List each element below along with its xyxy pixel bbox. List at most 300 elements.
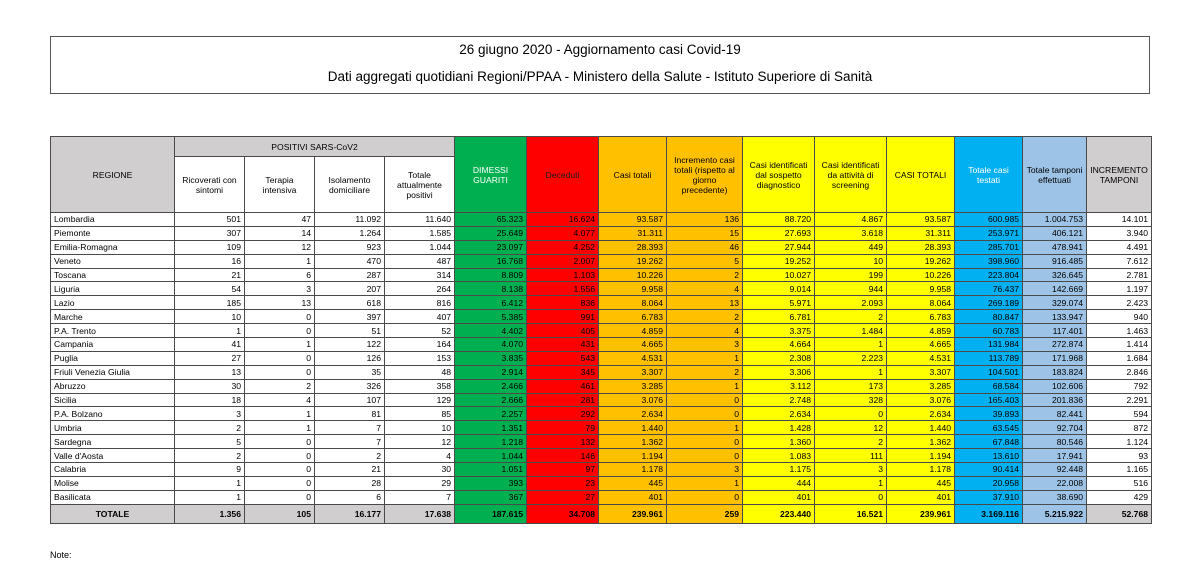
cell-casi-totali: 3.307 (599, 365, 667, 379)
cell-ricoverati: 1 (175, 324, 245, 338)
cell-incremento-tamponi: 3.940 (1087, 226, 1152, 240)
cell-casi-totali-caps: 4.665 (887, 338, 955, 352)
cell-tamponi: 201.836 (1023, 393, 1087, 407)
cell-isolamento: 126 (315, 351, 385, 365)
cell-isolamento: 923 (315, 240, 385, 254)
header-ricoverati: Ricoverati con sintomi (175, 157, 245, 213)
cell-casi-totali: 1.362 (599, 435, 667, 449)
cell-incremento-tamponi: 1.124 (1087, 435, 1152, 449)
cell-casi-totali-caps: 1.194 (887, 449, 955, 463)
cell-tamponi: 1.004.753 (1023, 213, 1087, 227)
table-row (51, 282, 1152, 296)
table-row (51, 463, 1152, 477)
cell-incremento-casi: 3 (667, 463, 743, 477)
cell-incremento-tamponi: 1.684 (1087, 351, 1152, 365)
cell-incremento-tamponi: 516 (1087, 476, 1152, 490)
cell-incremento-tamponi: 4.491 (1087, 240, 1152, 254)
cell-tamponi: 326.645 (1023, 268, 1087, 282)
cell-deceduti: 146 (527, 449, 599, 463)
cell-dimessi: 2.466 (455, 379, 527, 393)
cell-ricoverati: 2 (175, 449, 245, 463)
cell-terapia: 4 (245, 393, 315, 407)
cell-incremento-casi: 0 (667, 435, 743, 449)
cell-region: Calabria (51, 463, 175, 477)
cell-isolamento: 207 (315, 282, 385, 296)
cell-incremento-casi: 0 (667, 490, 743, 504)
cell-incremento-casi: 4 (667, 324, 743, 338)
cell-ricoverati: 1 (175, 476, 245, 490)
cell-totale-positivi: 85 (385, 407, 455, 421)
cell-incremento-tamponi: 940 (1087, 310, 1152, 324)
table-row (51, 393, 1152, 407)
cell-sospetto: 5.971 (743, 296, 815, 310)
cell-casi-totali-caps: 93.587 (887, 213, 955, 227)
table-row (51, 226, 1152, 240)
cell-casi-totali-caps: 2.634 (887, 407, 955, 421)
cell-isolamento: 28 (315, 476, 385, 490)
cell-region: Liguria (51, 282, 175, 296)
table-row (51, 421, 1152, 435)
cell-dimessi: 367 (455, 490, 527, 504)
cell-ricoverati: 109 (175, 240, 245, 254)
cell-ricoverati: 18 (175, 393, 245, 407)
cell-terapia: 13 (245, 296, 315, 310)
cell-region: Molise (51, 476, 175, 490)
cell-ricoverati: 2 (175, 421, 245, 435)
cell-totale-positivi: 7 (385, 490, 455, 504)
cell-incremento-casi: 13 (667, 296, 743, 310)
cell-sospetto: 1.083 (743, 449, 815, 463)
cell-deceduti: 4.252 (527, 240, 599, 254)
cell-screening: 2.093 (815, 296, 887, 310)
cell-sospetto: 444 (743, 476, 815, 490)
cell-isolamento: 81 (315, 407, 385, 421)
cell-screening: 2 (815, 435, 887, 449)
cell-casi-totali: 445 (599, 476, 667, 490)
cell-casi-totali: 1.440 (599, 421, 667, 435)
total-deceduti: 34.708 (527, 504, 599, 523)
cell-tamponi: 102.606 (1023, 379, 1087, 393)
cell-incremento-casi: 4 (667, 282, 743, 296)
table-row (51, 476, 1152, 490)
cell-casi-totali: 9.958 (599, 282, 667, 296)
cell-dimessi: 1.351 (455, 421, 527, 435)
cell-totale-positivi: 314 (385, 268, 455, 282)
cell-totale-positivi: 164 (385, 338, 455, 352)
cell-deceduti: 132 (527, 435, 599, 449)
cell-terapia: 12 (245, 240, 315, 254)
cell-casi-totali-caps: 3.307 (887, 365, 955, 379)
cell-casi-totali-caps: 9.958 (887, 282, 955, 296)
cell-screening: 449 (815, 240, 887, 254)
cell-incremento-tamponi: 1.414 (1087, 338, 1152, 352)
cell-incremento-casi: 15 (667, 226, 743, 240)
cell-region: Piemonte (51, 226, 175, 240)
cell-casi-totali: 31.311 (599, 226, 667, 240)
cell-incremento-casi: 3 (667, 338, 743, 352)
totals-row (51, 504, 1152, 523)
header-positivi-group: POSITIVI SARS-CoV2 (175, 137, 455, 157)
cell-incremento-casi: 1 (667, 421, 743, 435)
cell-casi-totali-caps: 3.285 (887, 379, 955, 393)
table-row (51, 379, 1152, 393)
cell-region: Emilia-Romagna (51, 240, 175, 254)
cell-deceduti: 2.007 (527, 254, 599, 268)
cell-dimessi: 1.044 (455, 449, 527, 463)
cell-dimessi: 23.097 (455, 240, 527, 254)
cell-dimessi: 2.666 (455, 393, 527, 407)
cell-casi-totali: 93.587 (599, 213, 667, 227)
table-row (51, 240, 1152, 254)
cell-casi-totali: 2.634 (599, 407, 667, 421)
cell-testati: 285.701 (955, 240, 1023, 254)
cell-isolamento: 35 (315, 365, 385, 379)
cell-casi-totali-caps: 4.859 (887, 324, 955, 338)
cell-casi-totali-caps: 31.311 (887, 226, 955, 240)
cell-totale-positivi: 52 (385, 324, 455, 338)
cell-incremento-tamponi: 594 (1087, 407, 1152, 421)
cell-casi-totali-caps: 4.531 (887, 351, 955, 365)
cell-testati: 269.189 (955, 296, 1023, 310)
cell-incremento-tamponi: 2.781 (1087, 268, 1152, 282)
cell-ricoverati: 54 (175, 282, 245, 296)
cell-tamponi: 117.401 (1023, 324, 1087, 338)
cell-incremento-casi: 2 (667, 365, 743, 379)
cell-tamponi: 22.008 (1023, 476, 1087, 490)
cell-isolamento: 7 (315, 421, 385, 435)
cell-deceduti: 1.556 (527, 282, 599, 296)
cell-dimessi: 8.809 (455, 268, 527, 282)
cell-incremento-tamponi: 2.291 (1087, 393, 1152, 407)
cell-sospetto: 27.944 (743, 240, 815, 254)
cell-isolamento: 287 (315, 268, 385, 282)
total-dimessi: 187.615 (455, 504, 527, 523)
cell-totale-positivi: 10 (385, 421, 455, 435)
cell-incremento-tamponi: 2.846 (1087, 365, 1152, 379)
table-row (51, 490, 1152, 504)
cell-region: Valle d'Aosta (51, 449, 175, 463)
cell-region: Puglia (51, 351, 175, 365)
total-terapia: 105 (245, 504, 315, 523)
cell-testati: 253.971 (955, 226, 1023, 240)
cell-sospetto: 4.664 (743, 338, 815, 352)
cell-testati: 223.804 (955, 268, 1023, 282)
cell-tamponi: 80.546 (1023, 435, 1087, 449)
cell-totale-positivi: 48 (385, 365, 455, 379)
cell-deceduti: 1.103 (527, 268, 599, 282)
header-terapia: Terapia intensiva (245, 157, 315, 213)
cell-sospetto: 19.252 (743, 254, 815, 268)
cell-ricoverati: 5 (175, 435, 245, 449)
cell-deceduti: 79 (527, 421, 599, 435)
table-row (51, 296, 1152, 310)
cell-tamponi: 92.448 (1023, 463, 1087, 477)
cell-screening: 328 (815, 393, 887, 407)
cell-incremento-casi: 0 (667, 449, 743, 463)
cell-screening: 3 (815, 463, 887, 477)
cell-terapia: 1 (245, 421, 315, 435)
cell-isolamento: 470 (315, 254, 385, 268)
cell-incremento-tamponi: 1.463 (1087, 324, 1152, 338)
cell-totale-positivi: 264 (385, 282, 455, 296)
header-dimessi: DIMESSI GUARITI (455, 137, 527, 213)
cell-totale-positivi: 29 (385, 476, 455, 490)
header-casi-totali: Casi totali (599, 137, 667, 213)
cell-sospetto: 401 (743, 490, 815, 504)
cell-sospetto: 6.781 (743, 310, 815, 324)
cell-sospetto: 9.014 (743, 282, 815, 296)
cell-totale-positivi: 487 (385, 254, 455, 268)
cell-casi-totali-caps: 3.076 (887, 393, 955, 407)
cell-incremento-casi: 5 (667, 254, 743, 268)
cell-casi-totali-caps: 1.362 (887, 435, 955, 449)
total-region: TOTALE (51, 504, 175, 523)
cell-tamponi: 272.874 (1023, 338, 1087, 352)
cell-casi-totali: 8.064 (599, 296, 667, 310)
cell-deceduti: 405 (527, 324, 599, 338)
cell-casi-totali-caps: 445 (887, 476, 955, 490)
cell-totale-positivi: 11.640 (385, 213, 455, 227)
cell-isolamento: 2 (315, 449, 385, 463)
cell-sospetto: 10.027 (743, 268, 815, 282)
cell-casi-totali: 3.285 (599, 379, 667, 393)
table-row (51, 310, 1152, 324)
header-casi-totali-caps: CASI TOTALI (887, 137, 955, 213)
cell-terapia: 3 (245, 282, 315, 296)
total-tamponi: 5.215.922 (1023, 504, 1087, 523)
cell-region: Lombardia (51, 213, 175, 227)
cell-sospetto: 3.306 (743, 365, 815, 379)
cell-ricoverati: 307 (175, 226, 245, 240)
cell-deceduti: 27 (527, 490, 599, 504)
cell-screening: 0 (815, 490, 887, 504)
cell-incremento-casi: 1 (667, 351, 743, 365)
total-isolamento: 16.177 (315, 504, 385, 523)
cell-screening: 1.484 (815, 324, 887, 338)
cell-terapia: 0 (245, 365, 315, 379)
cell-incremento-tamponi: 1.197 (1087, 282, 1152, 296)
cell-screening: 0 (815, 407, 887, 421)
cell-ricoverati: 185 (175, 296, 245, 310)
cell-tamponi: 916.485 (1023, 254, 1087, 268)
cell-casi-totali: 4.859 (599, 324, 667, 338)
cell-dimessi: 1.051 (455, 463, 527, 477)
cell-deceduti: 461 (527, 379, 599, 393)
covid-data-table (50, 136, 1152, 524)
cell-sospetto: 2.748 (743, 393, 815, 407)
header-incremento-casi: Incremento casi totali (rispetto al giorno precedente) (667, 137, 743, 213)
cell-ricoverati: 10 (175, 310, 245, 324)
cell-region: Basilicata (51, 490, 175, 504)
cell-casi-totali: 10.226 (599, 268, 667, 282)
cell-testati: 37.910 (955, 490, 1023, 504)
cell-incremento-casi: 0 (667, 407, 743, 421)
cell-isolamento: 122 (315, 338, 385, 352)
cell-testati: 20.958 (955, 476, 1023, 490)
cell-incremento-tamponi: 429 (1087, 490, 1152, 504)
cell-casi-totali-caps: 10.226 (887, 268, 955, 282)
cell-sospetto: 1.175 (743, 463, 815, 477)
cell-tamponi: 17.941 (1023, 449, 1087, 463)
cell-incremento-casi: 0 (667, 393, 743, 407)
cell-terapia: 1 (245, 254, 315, 268)
cell-ricoverati: 1 (175, 490, 245, 504)
total-ricoverati: 1.356 (175, 504, 245, 523)
cell-sospetto: 3.375 (743, 324, 815, 338)
table-row (51, 365, 1152, 379)
cell-totale-positivi: 1.585 (385, 226, 455, 240)
cell-incremento-casi: 46 (667, 240, 743, 254)
cell-testati: 60.783 (955, 324, 1023, 338)
total-casi-totali: 239.961 (599, 504, 667, 523)
cell-casi-totali-caps: 8.064 (887, 296, 955, 310)
cell-testati: 67.848 (955, 435, 1023, 449)
cell-totale-positivi: 358 (385, 379, 455, 393)
cell-incremento-casi: 2 (667, 310, 743, 324)
cell-isolamento: 1.264 (315, 226, 385, 240)
cell-region: Lazio (51, 296, 175, 310)
cell-tamponi: 142.669 (1023, 282, 1087, 296)
cell-deceduti: 97 (527, 463, 599, 477)
cell-casi-totali-caps: 6.783 (887, 310, 955, 324)
cell-terapia: 1 (245, 338, 315, 352)
cell-screening: 173 (815, 379, 887, 393)
cell-totale-positivi: 1.044 (385, 240, 455, 254)
total-incremento-tamponi: 52.768 (1087, 504, 1152, 523)
cell-incremento-casi: 2 (667, 268, 743, 282)
cell-terapia: 2 (245, 379, 315, 393)
cell-deceduti: 431 (527, 338, 599, 352)
cell-terapia: 6 (245, 268, 315, 282)
cell-tamponi: 183.824 (1023, 365, 1087, 379)
cell-testati: 398.960 (955, 254, 1023, 268)
cell-deceduti: 836 (527, 296, 599, 310)
cell-dimessi: 2.914 (455, 365, 527, 379)
header-testati: Totale casi testati (955, 137, 1023, 213)
cell-screening: 2 (815, 310, 887, 324)
header-sospetto: Casi identificati dal sospetto diagnostico (743, 137, 815, 213)
cell-deceduti: 4.077 (527, 226, 599, 240)
cell-sospetto: 1.360 (743, 435, 815, 449)
cell-region: Abruzzo (51, 379, 175, 393)
cell-testati: 80.847 (955, 310, 1023, 324)
cell-sospetto: 1.428 (743, 421, 815, 435)
cell-testati: 63.545 (955, 421, 1023, 435)
cell-incremento-tamponi: 93 (1087, 449, 1152, 463)
header-screening: Casi identificati da attività di screening (815, 137, 887, 213)
cell-deceduti: 991 (527, 310, 599, 324)
table-row (51, 435, 1152, 449)
cell-deceduti: 281 (527, 393, 599, 407)
cell-terapia: 0 (245, 476, 315, 490)
cell-incremento-tamponi: 792 (1087, 379, 1152, 393)
cell-sospetto: 88.720 (743, 213, 815, 227)
cell-region: Umbria (51, 421, 175, 435)
cell-isolamento: 107 (315, 393, 385, 407)
cell-casi-totali: 3.076 (599, 393, 667, 407)
header-incremento-tamponi: INCREMENTO TAMPONI (1087, 137, 1152, 213)
table-body (51, 213, 1152, 524)
cell-dimessi: 1.218 (455, 435, 527, 449)
cell-deceduti: 292 (527, 407, 599, 421)
cell-region: Campania (51, 338, 175, 352)
cell-screening: 12 (815, 421, 887, 435)
cell-terapia: 47 (245, 213, 315, 227)
header-totale-positivi: Totale attualmente positivi (385, 157, 455, 213)
total-testati: 3.169.116 (955, 504, 1023, 523)
cell-incremento-tamponi: 1.165 (1087, 463, 1152, 477)
cell-region: Sardegna (51, 435, 175, 449)
cell-region: P.A. Bolzano (51, 407, 175, 421)
cell-dimessi: 5.385 (455, 310, 527, 324)
cell-ricoverati: 30 (175, 379, 245, 393)
cell-isolamento: 11.092 (315, 213, 385, 227)
cell-tamponi: 82.441 (1023, 407, 1087, 421)
total-sospetto: 223.440 (743, 504, 815, 523)
cell-terapia: 14 (245, 226, 315, 240)
cell-ricoverati: 41 (175, 338, 245, 352)
cell-deceduti: 543 (527, 351, 599, 365)
header-deceduti: Deceduti (527, 137, 599, 213)
cell-dimessi: 4.402 (455, 324, 527, 338)
cell-screening: 944 (815, 282, 887, 296)
cell-totale-positivi: 30 (385, 463, 455, 477)
cell-dimessi: 25.649 (455, 226, 527, 240)
total-casi-totali-caps: 239.961 (887, 504, 955, 523)
cell-testati: 39.893 (955, 407, 1023, 421)
cell-casi-totali-caps: 28.393 (887, 240, 955, 254)
cell-dimessi: 6.412 (455, 296, 527, 310)
cell-casi-totali-caps: 19.262 (887, 254, 955, 268)
cell-casi-totali: 19.262 (599, 254, 667, 268)
cell-testati: 90.414 (955, 463, 1023, 477)
cell-totale-positivi: 407 (385, 310, 455, 324)
cell-testati: 76.437 (955, 282, 1023, 296)
cell-dimessi: 16.768 (455, 254, 527, 268)
cell-tamponi: 133.947 (1023, 310, 1087, 324)
cell-isolamento: 51 (315, 324, 385, 338)
cell-casi-totali: 4.531 (599, 351, 667, 365)
table-row (51, 449, 1152, 463)
cell-testati: 113.789 (955, 351, 1023, 365)
cell-incremento-tamponi: 14.101 (1087, 213, 1152, 227)
cell-tamponi: 406.121 (1023, 226, 1087, 240)
table-row (51, 254, 1152, 268)
cell-tamponi: 478.941 (1023, 240, 1087, 254)
cell-ricoverati: 27 (175, 351, 245, 365)
cell-region: Marche (51, 310, 175, 324)
cell-region: P.A. Trento (51, 324, 175, 338)
cell-totale-positivi: 129 (385, 393, 455, 407)
total-totale-positivi: 17.638 (385, 504, 455, 523)
cell-casi-totali: 4.665 (599, 338, 667, 352)
cell-screening: 4.867 (815, 213, 887, 227)
cell-isolamento: 7 (315, 435, 385, 449)
cell-dimessi: 8.138 (455, 282, 527, 296)
cell-region: Toscana (51, 268, 175, 282)
cell-dimessi: 65.323 (455, 213, 527, 227)
cell-incremento-casi: 136 (667, 213, 743, 227)
cell-testati: 600.985 (955, 213, 1023, 227)
cell-deceduti: 345 (527, 365, 599, 379)
table-row (51, 268, 1152, 282)
cell-deceduti: 23 (527, 476, 599, 490)
cell-totale-positivi: 12 (385, 435, 455, 449)
cell-isolamento: 326 (315, 379, 385, 393)
cell-incremento-casi: 1 (667, 379, 743, 393)
cell-isolamento: 618 (315, 296, 385, 310)
header-regione: REGIONE (51, 137, 175, 213)
